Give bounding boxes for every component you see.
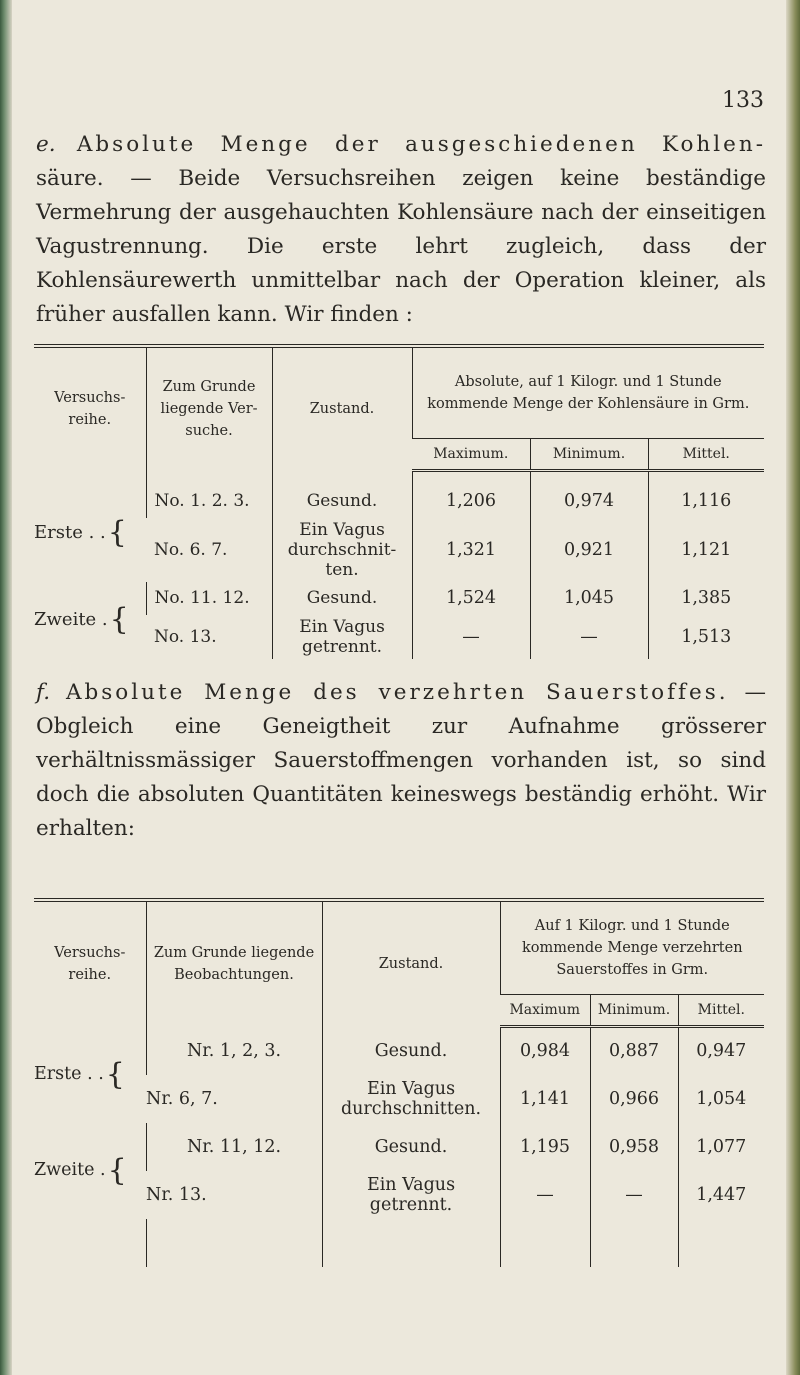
page-edge-right — [786, 0, 800, 1375]
header-minimum: Minimum. — [530, 439, 648, 471]
zustand-cell: Gesund. — [322, 1123, 500, 1171]
max-cell: 1,321 — [412, 518, 530, 582]
header-versuche: Zum Grunde liegende Ver-suche. — [146, 346, 272, 471]
section-f-label: f. — [36, 680, 51, 705]
section-e-title: Absolute Menge der ausgeschiedenen Kohlen- — [76, 132, 766, 157]
group-label: Erste . .{ — [34, 515, 127, 550]
header-zustand: Zustand. — [272, 346, 412, 471]
max-cell: — — [412, 615, 530, 659]
max-cell: 1,206 — [412, 485, 530, 518]
header-maximum: Maximum — [500, 995, 590, 1027]
header-maximum: Maximum. — [412, 439, 530, 471]
carbon-dioxide-table — [34, 344, 764, 659]
zustand-cell: Ein Vagus getrennt. — [272, 615, 412, 659]
max-cell: 0,984 — [500, 1027, 590, 1075]
page-number: 133 — [722, 88, 764, 113]
header-zustand: Zustand. — [322, 900, 500, 1027]
mean-cell: 1,054 — [678, 1075, 764, 1123]
mean-cell: 1,116 — [648, 485, 764, 518]
section-f-title: Absolute Menge des verzehrten Sauerstoffes. — [65, 680, 729, 705]
min-cell: 0,921 — [530, 518, 648, 582]
versuche-cell: No. 6. 7. — [154, 539, 228, 560]
header-mittel: Mittel. — [648, 439, 764, 471]
group-label: Erste . .{ — [34, 1056, 125, 1092]
table-row — [34, 1027, 764, 1075]
header-beobachtungen: Zum Grunde liegende Beobachtungen. — [146, 900, 322, 1027]
header-versuchsreihe: Versuchs-reihe. — [34, 346, 146, 471]
page-edge-left — [0, 0, 12, 1375]
max-cell: 1,141 — [500, 1075, 590, 1123]
versuche-cell: No. 11. 12. — [146, 582, 272, 615]
versuche-cell: Nr. 13. — [146, 1184, 207, 1205]
group-label: Zweite .{ — [34, 602, 129, 637]
section-f-paragraph — [36, 676, 766, 846]
section-e-paragraph — [36, 128, 766, 332]
header-group: Auf 1 Kilogr. und 1 Stunde kommende Menge verzehrten Sauerstoffes in Grm. — [500, 900, 764, 995]
min-cell: — — [590, 1171, 678, 1219]
mean-cell: 1,513 — [648, 615, 764, 659]
max-cell: 1,195 — [500, 1123, 590, 1171]
mean-cell: 1,077 — [678, 1123, 764, 1171]
min-cell: 0,966 — [590, 1075, 678, 1123]
max-cell: — — [500, 1171, 590, 1219]
max-cell: 1,524 — [412, 582, 530, 615]
zustand-cell: Ein Vagus getrennt. — [322, 1171, 500, 1219]
header-versuchsreihe: Versuchs-reihe. — [34, 900, 146, 1027]
zustand-cell: Ein Vagus durchschnit-ten. — [272, 518, 412, 582]
zustand-cell: Gesund. — [322, 1027, 500, 1075]
zustand-cell: Gesund. — [272, 582, 412, 615]
table-row — [34, 1123, 764, 1171]
min-cell: 0,974 — [530, 485, 648, 518]
mean-cell: 1,121 — [648, 518, 764, 582]
versuche-cell: Nr. 11, 12. — [146, 1123, 322, 1171]
min-cell: 0,958 — [590, 1123, 678, 1171]
zustand-cell: Gesund. — [272, 485, 412, 518]
oxygen-table — [34, 898, 764, 1267]
mean-cell: 1,385 — [648, 582, 764, 615]
versuche-cell: No. 1. 2. 3. — [146, 485, 272, 518]
mean-cell: 0,947 — [678, 1027, 764, 1075]
min-cell: — — [530, 615, 648, 659]
versuche-cell: No. 13. — [154, 626, 217, 647]
section-f-body: — Obgleich eine Geneigtheit zur Aufnahme grösserer verhältnissmässiger Sauerstoffmengen vorhanden ist, so sind doch die absoluten Quantitäten keineswegs beständig erhöht. Wir erhalten: — [36, 680, 767, 841]
header-mittel: Mittel. — [678, 995, 764, 1027]
table-row — [34, 485, 764, 518]
section-e-label: e. — [36, 132, 56, 157]
versuche-cell: Nr. 1, 2, 3. — [146, 1027, 322, 1075]
header-group: Absolute, auf 1 Kilogr. und 1 Stunde kommende Menge der Kohlensäure in Grm. — [412, 346, 764, 439]
zustand-cell: Ein Vagus durchschnitten. — [322, 1075, 500, 1123]
table-row — [34, 582, 764, 615]
versuche-cell: Nr. 6, 7. — [146, 1088, 218, 1109]
min-cell: 1,045 — [530, 582, 648, 615]
header-minimum: Minimum. — [590, 995, 678, 1027]
group-label: Zweite .{ — [34, 1152, 127, 1188]
min-cell: 0,887 — [590, 1027, 678, 1075]
section-e-body: säure. — Beide Versuchsreihen zeigen keine beständige Vermehrung der ausgehauchten Kohlensäure nach der einseitigen Vagustrennung. Die erste lehrt zugleich, dass der Kohlensäurewerth unmittelbar nach der Operation kleiner, als früher ausfallen kann. Wir finden : — [36, 166, 766, 327]
mean-cell: 1,447 — [678, 1171, 764, 1219]
